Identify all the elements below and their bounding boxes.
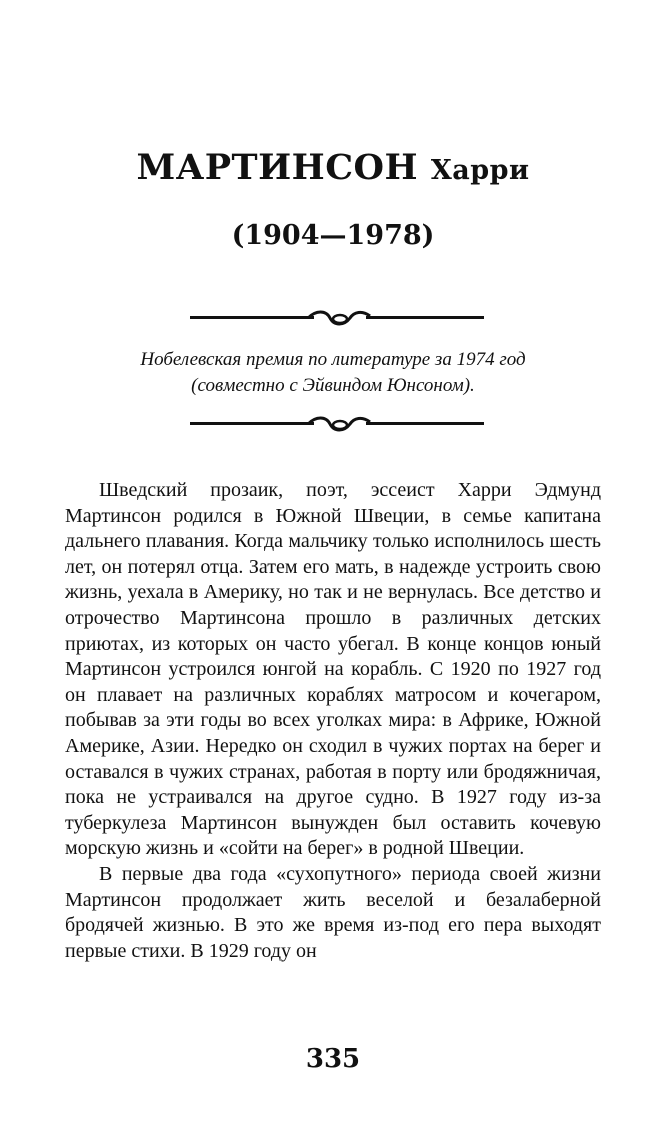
page-title [0, 147, 666, 188]
life-years: (1904—1978) [231, 220, 435, 251]
paragraph: В первые два года «сухопутного» периода своей жизни Мартинсон продолжает жить веселой и безалаберной бродячей жизнью. В это же время из-под его пера выходят первые стихи. В 1929 году он [65, 862, 601, 962]
body-text [65, 478, 601, 964]
page-number: 335 [305, 1044, 361, 1074]
prize-line-1: Нобелевская премия по литературе за 1974 год [140, 349, 526, 370]
author-given-name: Харри [430, 155, 530, 186]
ornament-divider-bottom [190, 412, 484, 436]
author-surname: МАРТИНСОН [136, 147, 419, 188]
prize-line-2: (совместно с Эйвиндом Юнсоном). [191, 375, 475, 396]
paragraph: Шведский прозаик, поэт, эссеист Харри Эдмунд Мартинсон родился в Южной Швеции, в семье капитана дальнего плавания. Когда мальчику только исполнилось шесть лет, он потерял отца. Затем его мать, в надежде устроить свою жизнь, уехала в Америку, но так и не вернулась. Все детство и отрочество Мартинсона прошло в различных детских приютах, из которых он часто убегал. В конце концов юный Мартинсон устроился юнгой на корабль. С 1920 по 1927 год он плавает на различных кораблях матросом и кочегаром, побывав за эти годы во всех уголках мира: в Африке, Южной Америке, Азии. Нередко он сходил в чужих портах на берег и оставался в чужих странах, работая в порту или бродяжничая, пока не устраивался на другое судно. В 1927 году из-за туберкулеза Мартинсон вынужден был оставить кочевую морскую жизнь и «сойти на берег» в родной Швеции. [65, 479, 601, 860]
nobel-prize-note [60, 347, 606, 399]
ornament-divider-top [190, 306, 484, 330]
